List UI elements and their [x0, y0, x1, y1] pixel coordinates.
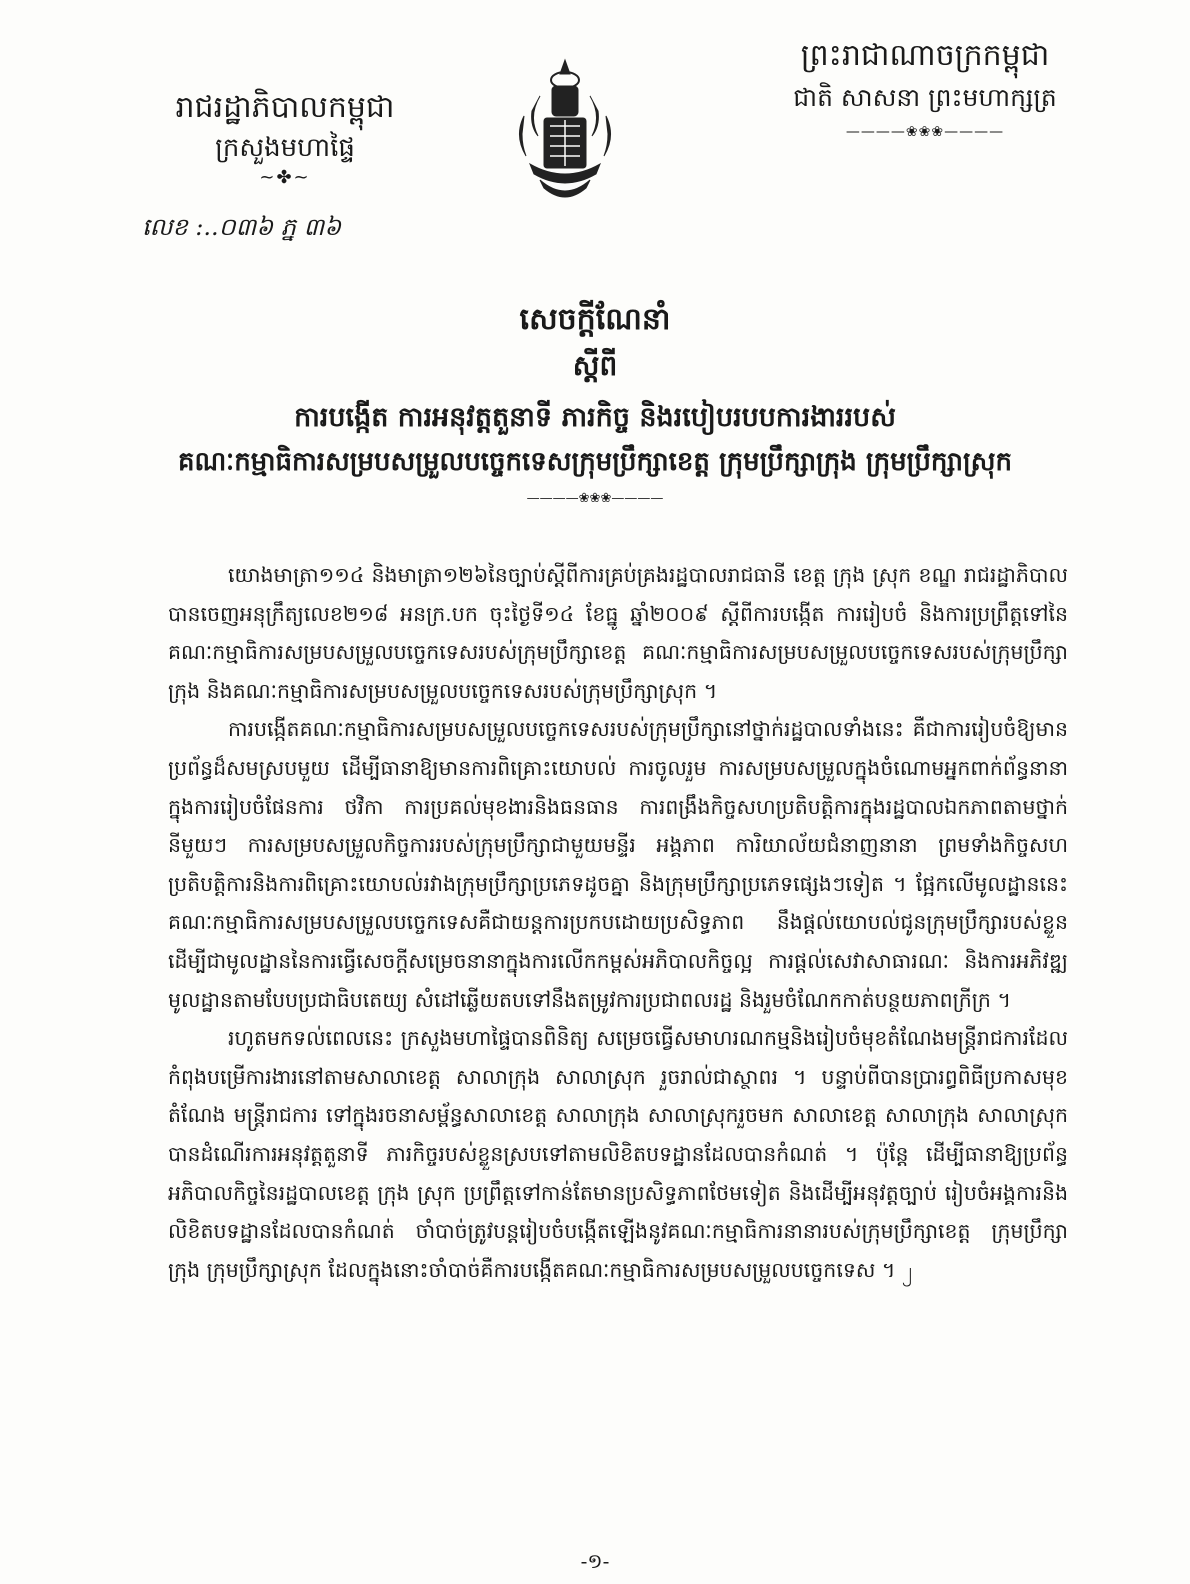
- reference-number: លេខ :..០៣៦ ភ្ន ៣៦: [142, 213, 342, 241]
- issuer-block: [120, 88, 450, 188]
- kingdom-block: [760, 36, 1090, 144]
- title-ornament: ————❀❀❀————: [526, 491, 664, 506]
- kingdom-name: ព្រះរាជាណាចក្រកម្ពុជា: [800, 38, 1050, 73]
- paragraph-3: រហូតមកទល់ពេលនេះ ក្រសួងមហាផ្ទៃបានពិនិត្យ សម្រេចធ្វើសមាហរណកម្មនិងរៀបចំមុខតំណែងមន្ត្រីរាជការដែលកំពុងបម្រើការងារនៅតាមសាលាខេត្ត សាលាក្រុង សាលាស្រុក រួចរាល់ជាស្ថាពរ ។ បន្ទាប់ពីបានប្រារព្ធពិធីប្រកាសមុខតំណែង មន្ត្រីរាជការ ទៅក្នុងរចនាសម្ព័ន្ធសាលាខេត្ត សាលាក្រុង សាលាស្រុករួចមក សាលាខេត្ត សាលាក្រុង សាលាស្រុក បានដំណើរការអនុវត្តតួនាទី ភារកិច្ចរបស់ខ្លួនស្របទៅតាមលិខិតបទដ្ឋានដែលបានកំណត់ ។ ប៉ុន្តែ ដើម្បីធានាឱ្យប្រព័ន្ធអភិបាលកិច្ចនៃរដ្ឋបាលខេត្ត ក្រុង ស្រុក ប្រព្រឹត្តទៅកាន់តែមានប្រសិទ្ធភាពថែមទៀត និងដើម្បីអនុវត្តច្បាប់ រៀបចំអង្គការនិងលិខិតបទដ្ឋានដែលបានកំណត់ ចាំបាច់ត្រូវបន្តរៀបចំបង្កើតឡើងនូវគណៈកម្មាធិការនានារបស់ក្រុមប្រឹក្សាខេត្ត ក្រុមប្រឹក្សាក្រុង ក្រុមប្រឹក្សាស្រុក ដែលក្នុងនោះចាំបាច់គឺការបង្កើតគណៈកម្មាធិការសម្របសម្រួលបច្ចេកទេស ។ ၂: [168, 1026, 1068, 1282]
- national-motto: ជាតិ សាសនា ព្រះមហាក្សត្រ: [793, 83, 1057, 112]
- royal-emblem-icon: [510, 56, 620, 206]
- about-label: ស្តីពី: [572, 349, 618, 382]
- document-type: សេចក្តីណែនាំ: [519, 302, 671, 337]
- document-title-block: [90, 300, 1100, 514]
- government-name: រាជរដ្ឋាភិបាលកម្ពុជា: [175, 90, 395, 125]
- left-ornament: ~✤~: [259, 167, 311, 188]
- page-number: -១-: [580, 1549, 610, 1573]
- paragraph-1: យោងមាត្រា១១៤ និងមាត្រា១២៦នៃច្បាប់ស្តីពីការគ្រប់គ្រងរដ្ឋបាលរាជធានី ខេត្ត ក្រុង ស្រុក ខណ្ឌ រាជរដ្ឋាភិបាលបានចេញអនុក្រឹត្យលេខ២១៨ អនក្រ.បក ចុះថ្ងៃទី១៤ ខែធ្នូ ឆ្នាំ២០០៩ ស្តីពីការបង្កើត ការរៀបចំ និងការប្រព្រឹត្តទៅនៃគណៈកម្មាធិការសម្របសម្រួលបច្ចេកទេសរបស់ក្រុមប្រឹក្សាខេត្ត គណៈកម្មាធិការសម្របសម្រួលបច្ចេកទេសរបស់ក្រុមប្រឹក្សាក្រុង និងគណៈកម្មាធិការសម្របសម្រួលបច្ចេកទេសរបស់ក្រុមប្រឹក្សាស្រុក ។: [168, 563, 1068, 703]
- document-body: [168, 556, 1068, 1289]
- paragraph-2: ការបង្កើតគណៈកម្មាធិការសម្របសម្រួលបច្ចេកទេសរបស់ក្រុមប្រឹក្សានៅថ្នាក់រដ្ឋបាលទាំងនេះ គឺជាការរៀបចំឱ្យមានប្រព័ន្ធដ៏សមស្របមួយ ដើម្បីធានាឱ្យមានការពិគ្រោះយោបល់ ការចូលរួម ការសម្របសម្រួលក្នុងចំណោមអ្នកពាក់ព័ន្ធនានា ក្នុងការរៀបចំផែនការ ថវិកា ការប្រគល់មុខងារនិងធនធាន ការពង្រឹងកិច្ចសហប្រតិបត្តិការក្នុងរដ្ឋបាលឯកភាពតាមថ្នាក់នីមួយៗ ការសម្របសម្រួលកិច្ចការរបស់ក្រុមប្រឹក្សាជាមួយមន្ទីរ អង្គភាព ការិយាល័យជំនាញនានា ព្រមទាំងកិច្ចសហប្រតិបត្តិការនិងការពិគ្រោះយោបល់រវាងក្រុមប្រឹក្សាប្រភេទដូចគ្នា និងក្រុមប្រឹក្សាប្រភេទផ្សេងៗទៀត ។ ផ្អែកលើមូលដ្ឋាននេះ គណៈកម្មាធិការសម្របសម្រួលបច្ចេកទេសគឺជាយន្តការប្រកបដោយប្រសិទ្ធភាព នឹងផ្តល់យោបល់ជូនក្រុមប្រឹក្សារបស់ខ្លួន ដើម្បីជាមូលដ្ឋាននៃការធ្វើសេចក្តីសម្រេចនានាក្នុងការលើកកម្ពស់អភិបាលកិច្ចល្អ ការផ្តល់សេវាសាធារណៈ និងការអភិវឌ្ឍមូលដ្ឋានតាមបែបប្រជាធិបតេយ្យ សំដៅឆ្លើយតបទៅនឹងតម្រូវការប្រជាពលរដ្ឋ និងរួមចំណែកកាត់បន្ថយភាពក្រីក្រ ។: [168, 717, 1068, 1012]
- right-ornament: ————❀❀❀————: [845, 124, 1005, 140]
- subject-line-1: ការបង្កើត ការអនុវត្តតួនាទី ភារកិច្ច និងរបៀបរបបការងាររបស់: [294, 402, 896, 433]
- subject-line-2: គណៈកម្មាធិការសម្របសម្រួលបច្ចេកទេសក្រុមប្រឹក្សាខេត្ត ក្រុមប្រឹក្សាក្រុង ក្រុមប្រឹក្សាស្រុក: [178, 447, 1012, 477]
- ministry-name: ក្រសួងមហាផ្ទៃ: [215, 133, 355, 163]
